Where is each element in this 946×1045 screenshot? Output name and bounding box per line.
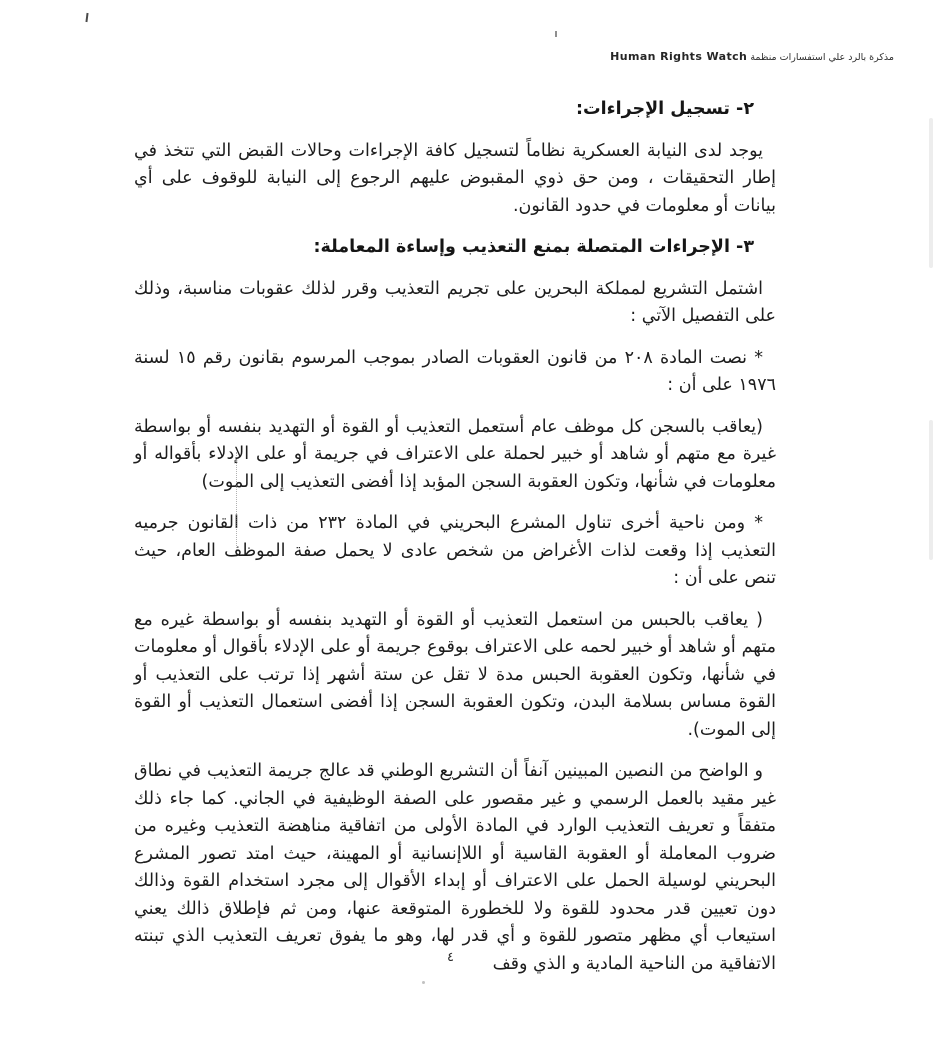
- header-note-arabic: مذكرة بالرد علي استفسارات منظمة: [750, 52, 894, 63]
- paragraph: يوجد لدى النيابة العسكرية نظاماً لتسجيل كافة الإجراءات وحالات القبض التي تتخذ في إطار التحقيقات ، ومن حق ذوي المقبوض عليهم الرجوع إلى النيابة للوقوف على أي بيانات أو معلومات في حدود القانون.: [134, 140, 776, 216]
- paragraph: * نصت المادة ٢٠٨ من قانون العقوبات الصادر بموجب المرسوم بقانون رقم ١٥ لسنة ١٩٧٦ على أن :: [134, 347, 776, 395]
- section-heading: ٣- الإجراءات المتصلة بمنع التعذيب وإساءة المعاملة:: [313, 237, 754, 257]
- scan-speck-top-center: [555, 31, 557, 37]
- section-heading: ٢- تسجيل الإجراءات:: [576, 99, 754, 119]
- paragraph: * ومن ناحية أخرى تناول المشرع البحريني في المادة ٢٣٢ من ذات القانون جرميه التعذيب إذا وقعت لذات الأغراض من شخص عادى لا يحمل صفة الموظف العام، حيث تنص على أن :: [134, 513, 776, 588]
- scan-dotted-line-artifact: [236, 452, 237, 550]
- header-note-hrw: Human Rights Watch: [610, 50, 748, 63]
- paragraph: (يعاقب بالسجن كل موظف عام أستعمل التعذيب أو القوة أو التهديد بنفسه أو بواسطة غيرة مع متهم أو شاهد أو خبير لحملة على الاعتراف في جريمة أو على الإدلاء بأقواله أو معلومات في شأنها، وتكون العقوبة السجن المؤبد إذا أفضى التعذيب إلى الموت): [134, 416, 776, 492]
- document-body: [134, 96, 776, 992]
- scan-speck-bottom: [422, 981, 425, 984]
- paragraph: اشتمل التشريع لمملكة البحرين على تجريم التعذيب وقرر لذلك عقوبات مناسبة، وذلك على التفصيل الآتي :: [134, 278, 776, 326]
- paragraph: ( يعاقب بالحبس من استعمل التعذيب أو القوة أو التهديد بنفسه أو بواسطة غيره مع متهم أو شاهد أو خبير لحمه على الاعتراف بوقوع جريمة أو على الإدلاء بأقوال أو معلومات في شأنها، وتكون العقوبة الحبس مدة لا تقل عن ستة أشهر إذا ترتب على التعذيب أو القوة مساس بسلامة البدن، وتكون العقوبة السجن إذا أفضى استعمال التعذيب أو القوة إلى الموت).: [134, 609, 776, 740]
- scan-speck-top-left: [85, 13, 88, 22]
- scan-edge-streak-upper: [929, 118, 933, 268]
- paragraph: و الواضح من النصين المبينين آنفاً أن التشريع الوطني قد عالج جريمة التعذيب في نطاق غير مقيد بالعمل الرسمي و غير مقصور على الصفة الوظيفية في الجاني. كما جاء ذلك متفقاً و تعريف التعذيب الوارد في المادة الأولى من اتفاقية مناهضة التعذيب وغيره من ضروب المعاملة أو العقوبة القاسية أو اللاإنسانية أو المهينة، حيث امتد تصور المشرع البحريني لوسيلة الحمل على الاعتراف أو إبداء الأقوال إلى مجرد استخدام القوة وذالك دون تعيين قدر محدود للقوة ولا للخطورة المتوقعة عنها، ومن ثم فإطلاق ذالك يعني استيعاب أي مظهر متصور للقوة و أي قدر لها، وهو ما يفوق تعريف التعذيب الذي تبنته الاتفاقية من الناحية المادية و الذي وقف: [134, 761, 776, 974]
- document-header-note: [610, 50, 894, 63]
- scan-edge-streak-lower: [929, 420, 933, 560]
- page-number: ٤: [447, 950, 454, 965]
